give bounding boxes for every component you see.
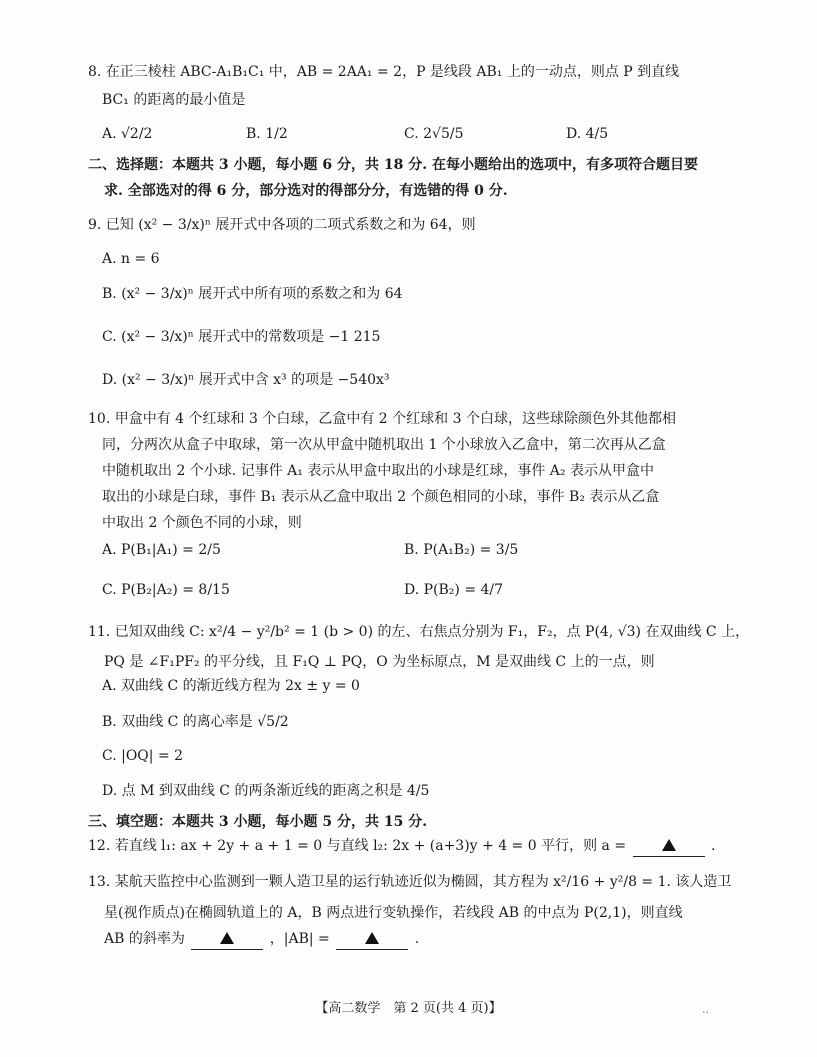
q11-stem-line2: PQ 是 ∠F₁PF₂ 的平分线，且 F₁Q ⊥ PQ，O 为坐标原点，M 是双曲线 C 上的一点，则 [104, 654, 655, 670]
q12-text: 12. 若直线 l₁: ax + 2y + a + 1 = 0 与直线 l₂: 2x + (a+3)y + 4 = 0 平行，则 a = [88, 838, 627, 854]
q10-stem-line3: 中随机取出 2 个小球. 记事件 A₁ 表示从甲盒中取出的小球是红球，事件 A₂ 表示从甲盒中 [102, 463, 654, 479]
q10-stem-line4: 取出的小球是白球，事件 B₁ 表示从乙盒中取出 2 个颜色相同的小球，事件 B₂ 表示从乙盒 [102, 489, 660, 505]
q11-option-a: A. 双曲线 C 的渐近线方程为 2x ± y = 0 [102, 678, 360, 694]
q11-option-d: D. 点 M 到双曲线 C 的两条渐近线的距离之积是 4/5 [102, 783, 430, 799]
q13-length-blank[interactable] [336, 929, 408, 950]
q13-stem-line1: 13. 某航天监控中心监测到一颗人造卫星的运行轨迹近似为椭圆，其方程为 x²/16 + y²/8 = 1. 该人造卫 [88, 874, 732, 890]
q10-option-a: A. P(B₁|A₁) = 2/5 [102, 542, 221, 558]
q10-option-b: B. P(A₁B₂) = 3/5 [404, 542, 519, 558]
q13-slope-blank[interactable] [191, 929, 263, 950]
q12-answer-blank[interactable] [633, 836, 705, 857]
q12-line [88, 836, 715, 857]
q9-option-d: D. (x² − 3/x)ⁿ 展开式中含 x³ 的项是 −540x³ [102, 372, 390, 388]
q13-length-label: ，|AB| = [269, 931, 330, 947]
triangle-icon [220, 932, 234, 944]
q11-stem-line1: 11. 已知双曲线 C: x²/4 − y²/b² = 1 (b > 0) 的左、右焦点分别为 F₁，F₂，点 P(4, √3) 在双曲线 C 上， [88, 624, 750, 640]
q8-option-d: D. 4/5 [566, 126, 609, 142]
q10-stem-line5: 中取出 2 个颜色不同的小球，则 [102, 515, 302, 531]
q13-stem-line2: 星(视作质点)在椭圆轨道上的 A，B 两点进行变轨操作，若线段 AB 的中点为 P(2,1)，则直线 [104, 905, 683, 921]
q8-stem-line2: BC₁ 的距离的最小值是 [102, 92, 246, 108]
q10-stem-line2: 同，分两次从盒子中取球，第一次从甲盒中随机取出 1 个小球放入乙盒中，第二次再从乙盒 [102, 437, 666, 453]
q10-stem-line1: 10. 甲盒中有 4 个红球和 3 个白球，乙盒中有 2 个红球和 3 个白球，这些球除颜色外其他都相 [88, 411, 676, 427]
q9-option-a: A. n = 6 [102, 251, 160, 267]
q9-stem: 9. 已知 (x² − 3/x)ⁿ 展开式中各项的二项式系数之和为 64，则 [88, 217, 476, 233]
q13-period: . [414, 931, 420, 947]
q9-option-b: B. (x² − 3/x)ⁿ 展开式中所有项的系数之和为 64 [102, 286, 403, 302]
q11-option-c: C. |OQ| = 2 [102, 748, 184, 764]
q11-option-b: B. 双曲线 C 的离心率是 √5/2 [102, 714, 289, 730]
triangle-icon [365, 932, 379, 944]
q8-option-b: B. 1/2 [246, 126, 288, 142]
q8-stem-line1: 8. 在正三棱柱 ABC-A₁B₁C₁ 中，AB = 2AA₁ = 2，P 是线段 AB₁ 上的一动点，则点 P 到直线 [88, 64, 680, 80]
q10-option-d: D. P(B₂) = 4/7 [404, 582, 504, 598]
q8-option-a: A. √2/2 [102, 126, 153, 142]
q9-option-c: C. (x² − 3/x)ⁿ 展开式中的常数项是 −1 215 [102, 329, 381, 345]
section2-instruction-line2: 求. 全部选对的得 6 分，部分选对的得部分分，有选错的得 0 分. [104, 183, 508, 199]
corner-mark: .. [702, 1003, 709, 1016]
section2-instruction-line1: 二、选择题：本题共 3 小题，每小题 6 分，共 18 分. 在每小题给出的选项中，有多项符合题目要 [88, 157, 698, 173]
q13-stem-line3 [104, 929, 419, 950]
q13-slope-label: AB 的斜率为 [104, 931, 185, 947]
triangle-icon [662, 839, 676, 851]
q8-option-c: C. 2√5/5 [404, 126, 464, 142]
page-footer: 【高二数学 第 2 页(共 4 页)】 [315, 1001, 502, 1016]
q10-option-c: C. P(B₂|A₂) = 8/15 [102, 582, 230, 598]
section3-instruction: 三、填空题：本题共 3 小题，每小题 5 分，共 15 分. [88, 814, 428, 830]
q12-period: . [710, 838, 716, 854]
